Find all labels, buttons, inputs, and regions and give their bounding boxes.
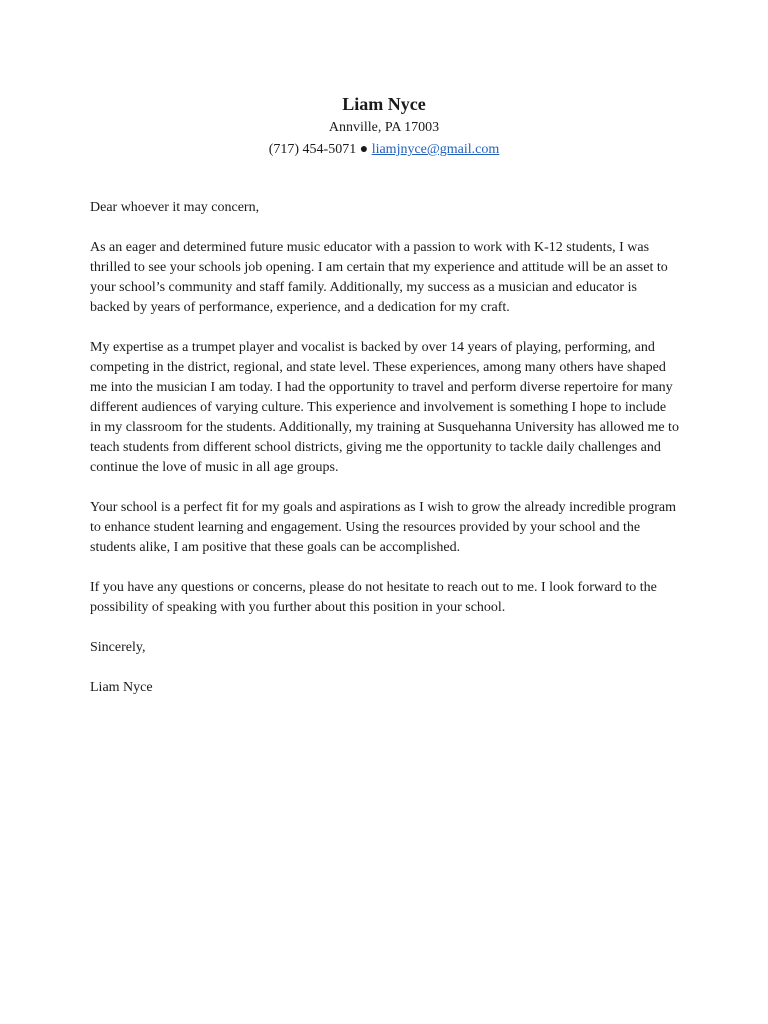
paragraph-intro: As an eager and determined future music educator with a passion to work with K-12 students, I was thrilled to see your schools job opening. I am certain that my experience and attitude will be an asset to your school’s community and staff family. Additionally, my success as a musician and educator is backed by years of performance, experience, and a dedication for my craft.	[90, 240, 668, 315]
salutation: Dear whoever it may concern,	[90, 200, 260, 215]
letter-body	[90, 198, 680, 718]
sender-name: Liam Nyce	[342, 94, 426, 114]
sender-email-link[interactable]: liamjnyce@gmail.com	[371, 142, 500, 157]
closing: Sincerely,	[90, 640, 146, 655]
paragraph-contact: If you have any questions or concerns, please do not hesitate to reach out to me. I look forward to the possibility of speaking with you further about this position in your school.	[90, 580, 657, 615]
bullet-separator: ●	[359, 142, 369, 157]
sender-contact	[0, 140, 768, 160]
sender-address: Annville, PA 17003	[328, 120, 440, 135]
paragraph-fit: Your school is a perfect fit for my goals and aspirations as I wish to grow the already incredible program to enhance student learning and engagement. Using the resources provided by your school and the students alike, I am positive that these goals can be accomplished.	[90, 500, 677, 555]
paragraph-experience: My expertise as a trumpet player and vocalist is backed by over 14 years of playing, performing, and competing in the district, regional, and state level. These experiences, among many others have shaped me into the musician I am today. I had the opportunity to travel and perform diverse repertoire for many different audiences of varying culture. This experience and involvement is something I hope to include in my classroom for the students. Additionally, my training at Susquehanna University has allowed me to teach students from different school districts, giving me the opportunity to tackle daily challenges and continue the love of music in all age groups.	[90, 340, 679, 475]
sender-phone: (717) 454-5071	[268, 142, 357, 157]
letterhead	[0, 92, 768, 160]
signature: Liam Nyce	[90, 680, 153, 695]
